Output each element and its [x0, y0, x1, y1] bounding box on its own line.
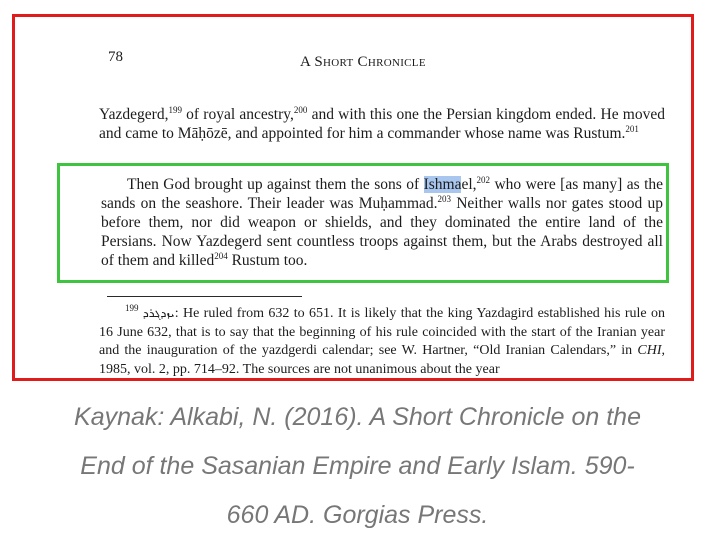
p2-text-2: el, [461, 176, 477, 193]
selected-text: Ishma [423, 176, 462, 193]
fn-text-2: , 1985, vol. 2, pp. 714–92. The sources are not unanimous about the year [99, 343, 665, 377]
source-caption [0, 393, 715, 540]
fn-text-1: : He ruled from 632 to 651. It is likely that the king Yazdagird established his rule on 16 June 632, that is to say that the beginning of his rule coincided with the start of the Iranian year and the inauguration of the yazdgerdi calendar; see W. Hartner, “Old Iranian Calendars,” in [99, 306, 665, 358]
fn-chi: CHI [637, 343, 662, 358]
paragraph-1 [99, 105, 665, 143]
page-number: 78 [108, 49, 123, 65]
p2-sup-203: 203 [437, 194, 452, 204]
p1-sup-200: 200 [293, 105, 308, 115]
p1-text-1: Yazdegerd, [99, 106, 169, 123]
running-head [300, 54, 426, 71]
caption-line-1: Kaynak: Alkabi, N. (2016). A Short Chronicle on the [74, 403, 641, 431]
p2-text-3: who were [as many] as the sands on the seashore. Their leader was Muḥammad. [101, 176, 663, 212]
running-head-rest: hort Chronicle [323, 54, 426, 70]
p1-sup-199: 199 [168, 105, 182, 115]
book-page-scan [12, 14, 694, 381]
p1-sup-201: 201 [625, 124, 639, 134]
p1-text-2: of royal ancestry, [181, 106, 294, 123]
syriac-word: ܝܙܕܓܪܕ [142, 306, 175, 320]
footnote-199 [99, 304, 665, 379]
p2-sup-202: 202 [476, 175, 491, 185]
p2-text-5: Rustum too. [227, 252, 308, 269]
caption-line-2: End of the Sasanian Empire and Early Islam. 590- [80, 452, 635, 480]
caption-line-3: 660 AD. Gorgias Press. [226, 501, 489, 529]
footnote-rule [107, 296, 302, 297]
paragraph-2 [101, 175, 663, 270]
p2-sup-204: 204 [214, 251, 228, 261]
p2-text-4: Neither walls nor gates stood up before them, nor did weapon or shields, and they dominated the entire land of the Persians. Now Yazdegerd sent countless troops against them, but the Arabs destroyed all of them and killed [101, 195, 663, 269]
running-head-first: A S [300, 54, 323, 70]
footnote-number: 199 [125, 303, 139, 313]
p2-text-1: Then God brought up against them the sons of [127, 176, 424, 193]
p1-text-3: and with this one the Persian kingdom ended. He moved and came to Māḥōzē, and appointed for him a commander whose name was Rustum. [99, 106, 665, 142]
